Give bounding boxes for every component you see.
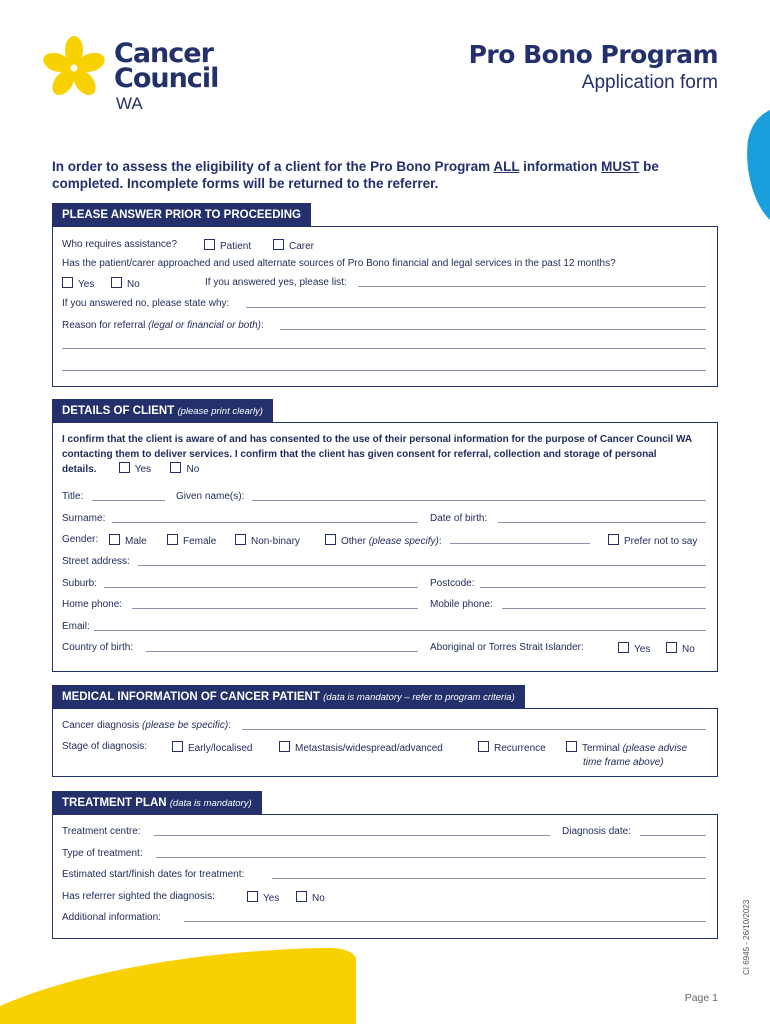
form-code-wrapper xyxy=(742,899,754,1024)
nonbinary-checkbox[interactable] xyxy=(235,534,246,545)
other-checkbox[interactable] xyxy=(325,534,336,545)
terminal-checkbox[interactable] xyxy=(566,741,577,752)
email-label: Email: xyxy=(62,621,90,632)
cancer-diagnosis-field[interactable] xyxy=(242,729,706,730)
given-name-field[interactable] xyxy=(252,500,706,501)
section-client-heading: DETAILS OF CLIENT (please print clearly) xyxy=(52,399,273,423)
page-subtitle: Application form xyxy=(581,72,718,93)
suburb-field[interactable] xyxy=(104,587,418,588)
section-medical-heading: MEDICAL INFORMATION OF CANCER PATIENT (data is mandatory – refer to program criteria) xyxy=(52,685,525,709)
carer-checkbox[interactable] xyxy=(273,239,284,250)
dob-label: Date of birth: xyxy=(430,513,488,524)
reason-field-3[interactable] xyxy=(62,370,706,371)
sighted-label: Has referrer sighted the diagnosis: xyxy=(62,891,215,902)
if-yes-label: If you answered yes, please list: xyxy=(205,277,347,288)
stage-metastasis-option[interactable]: Metastasis/widespread/advanced xyxy=(279,741,443,754)
sighted-yes-checkbox[interactable] xyxy=(247,891,258,902)
reason-label: Reason for referral (legal or financial or both): xyxy=(62,320,264,331)
diagnosis-date-label: Diagnosis date: xyxy=(562,826,631,837)
suburb-label: Suburb: xyxy=(62,578,98,589)
recurrence-checkbox[interactable] xyxy=(478,741,489,752)
yellow-corner-shape xyxy=(0,946,360,1024)
gender-male-option[interactable]: Male xyxy=(109,534,147,547)
gender-female-option[interactable]: Female xyxy=(167,534,216,547)
mobile-phone-label: Mobile phone: xyxy=(430,599,493,610)
early-checkbox[interactable] xyxy=(172,741,183,752)
surname-field[interactable] xyxy=(112,522,418,523)
treatment-dates-label: Estimated start/finish dates for treatment: xyxy=(62,869,245,880)
cancer-diagnosis-label: Cancer diagnosis (please be specific): xyxy=(62,720,231,731)
carer-option[interactable]: Carer xyxy=(273,239,314,252)
if-yes-field[interactable] xyxy=(358,286,706,287)
gender-nonbinary-option[interactable]: Non-binary xyxy=(235,534,300,547)
blue-corner-shape xyxy=(724,110,770,220)
stage-recurrence-option[interactable]: Recurrence xyxy=(478,741,546,754)
treatment-centre-field[interactable] xyxy=(154,835,550,836)
daffodil-logo-icon xyxy=(38,36,110,100)
gender-other-option[interactable]: Other (please specify): xyxy=(325,534,442,547)
title-field[interactable] xyxy=(92,500,165,501)
stage-terminal-option[interactable]: Terminal (please advise time frame above) xyxy=(566,741,687,770)
aboriginal-yes-option[interactable]: Yes xyxy=(618,642,650,655)
sighted-no-checkbox[interactable] xyxy=(296,891,307,902)
additional-info-field[interactable] xyxy=(184,921,706,922)
reason-field-2[interactable] xyxy=(62,348,706,349)
treatment-type-field[interactable] xyxy=(156,857,706,858)
dob-field[interactable] xyxy=(498,522,706,523)
approached-question: Has the patient/carer approached and used alternate sources of Pro Bono financial and legal services in the past 12 months? xyxy=(62,258,616,269)
consent-no-checkbox[interactable] xyxy=(170,462,181,473)
treatment-centre-label: Treatment centre: xyxy=(62,826,141,837)
treatment-type-label: Type of treatment: xyxy=(62,848,143,859)
prefer-not-checkbox[interactable] xyxy=(608,534,619,545)
title-label: Title: xyxy=(62,491,84,502)
postcode-field[interactable] xyxy=(480,587,706,588)
approached-yes-option[interactable]: Yes xyxy=(62,277,94,290)
diagnosis-date-field[interactable] xyxy=(640,835,706,836)
given-name-label: Given name(s): xyxy=(176,491,245,502)
sighted-no-option[interactable]: No xyxy=(296,891,325,904)
approached-yes-checkbox[interactable] xyxy=(62,277,73,288)
aboriginal-yes-checkbox[interactable] xyxy=(618,642,629,653)
logo-line-3: WA xyxy=(116,94,143,113)
approached-no-checkbox[interactable] xyxy=(111,277,122,288)
logo-line-1: Cancer xyxy=(114,38,213,69)
male-checkbox[interactable] xyxy=(109,534,120,545)
surname-label: Surname: xyxy=(62,513,106,524)
intro-text: In order to assess the eligibility of a client for the Pro Bono Program ALL information MUST be completed. Incomplete forms will be returned to the referrer. xyxy=(52,159,659,191)
home-phone-label: Home phone: xyxy=(62,599,123,610)
home-phone-field[interactable] xyxy=(132,608,418,609)
patient-option[interactable]: Patient xyxy=(204,239,251,252)
mobile-phone-field[interactable] xyxy=(502,608,706,609)
consent-text: I confirm that the client is aware of and has consented to the use of their personal information for the purpose of Cancer Council WA contacting them to deliver services. I confirm that the client has given consent for referral, collection and storage of personal details. Yes No xyxy=(62,434,692,475)
reason-field-1[interactable] xyxy=(280,329,706,330)
stage-early-option[interactable]: Early/localised xyxy=(172,741,252,754)
page-title: Pro Bono Program xyxy=(468,40,718,69)
gender-prefer-not-option[interactable]: Prefer not to say xyxy=(608,534,697,547)
female-checkbox[interactable] xyxy=(167,534,178,545)
email-field[interactable] xyxy=(94,630,706,631)
patient-checkbox[interactable] xyxy=(204,239,215,250)
sighted-yes-option[interactable]: Yes xyxy=(247,891,279,904)
aboriginal-no-option[interactable]: No xyxy=(666,642,695,655)
treatment-dates-field[interactable] xyxy=(272,878,706,879)
logo xyxy=(38,36,218,116)
section-treatment-heading: TREATMENT PLAN (data is mandatory) xyxy=(52,791,262,815)
consent-no-option[interactable]: No xyxy=(170,464,199,475)
street-field[interactable] xyxy=(138,565,706,566)
section-prior-heading: PLEASE ANSWER PRIOR TO PROCEEDING xyxy=(52,203,311,227)
if-no-label: If you answered no, please state why: xyxy=(62,298,230,309)
metastasis-checkbox[interactable] xyxy=(279,741,290,752)
who-label: Who requires assistance? xyxy=(62,239,178,250)
approached-no-option[interactable]: No xyxy=(111,277,140,290)
form-code: CI 6945 - 26/10/2023 xyxy=(742,899,751,975)
aboriginal-no-checkbox[interactable] xyxy=(666,642,677,653)
country-label: Country of birth: xyxy=(62,642,134,653)
stage-label: Stage of diagnosis: xyxy=(62,741,148,752)
consent-yes-checkbox[interactable] xyxy=(119,462,130,473)
additional-info-label: Additional information: xyxy=(62,912,161,923)
aboriginal-label: Aboriginal or Torres Strait Islander: xyxy=(430,642,584,653)
gender-label: Gender: xyxy=(62,534,99,545)
other-gender-field[interactable] xyxy=(450,543,590,544)
if-no-field[interactable] xyxy=(246,307,706,308)
street-label: Street address: xyxy=(62,556,130,567)
logo-line-2: Council xyxy=(114,63,219,94)
postcode-label: Postcode: xyxy=(430,578,475,589)
consent-yes-option[interactable]: Yes xyxy=(119,464,151,475)
country-field[interactable] xyxy=(146,651,418,652)
page-number: Page 1 xyxy=(684,992,718,1004)
